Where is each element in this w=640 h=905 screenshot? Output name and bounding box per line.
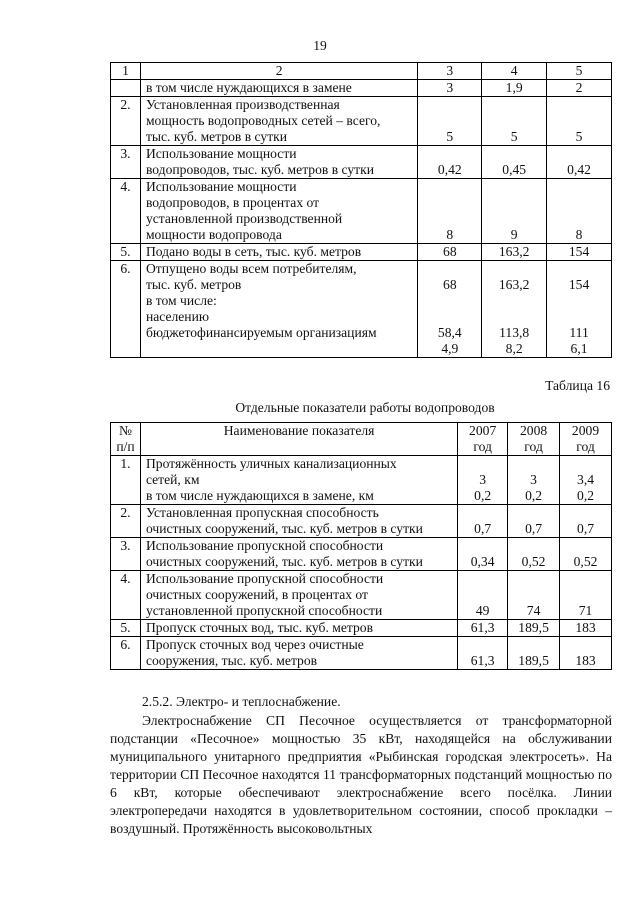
indicator-name-line: Использование пропускной способности	[145, 571, 384, 586]
header-line: год	[576, 439, 595, 454]
row-number-cell: 5.	[111, 620, 141, 637]
value-line: 0,7	[525, 521, 543, 536]
value-cell	[458, 505, 508, 538]
value-line: 189,5	[518, 653, 549, 668]
indicator-name-line: установленной пропускной способности	[145, 603, 383, 618]
value-line: 3	[530, 472, 537, 487]
value-line: 9	[510, 227, 518, 242]
indicator-name-line: Использование мощности	[145, 179, 297, 194]
value-cell	[458, 637, 508, 670]
indicator-name-line: водопроводов, тыс. куб. метров в сутки	[145, 162, 374, 177]
table-row	[111, 146, 612, 179]
indicator-name-line: Протяжённость уличных канализационных	[145, 456, 397, 471]
indicator-name-line: очистных сооружений, в процентах от	[145, 587, 368, 602]
indicator-name-line: установленной производственной	[145, 211, 343, 226]
row-number-cell	[111, 80, 141, 97]
indicator-name-line: сетей, км	[145, 472, 200, 487]
value-cell	[547, 80, 612, 97]
indicator-name-line: тыс. куб. метров	[145, 277, 242, 292]
indicator-name-cell	[140, 179, 417, 244]
table-row	[111, 456, 612, 505]
value-cell	[508, 456, 560, 505]
value-line: 0,7	[474, 521, 492, 536]
value-line: 5	[575, 129, 583, 144]
value-cell	[458, 571, 508, 620]
row-number-cell: 4.	[111, 179, 141, 244]
header-line: 2008	[519, 423, 548, 438]
header-line: п/п	[116, 439, 135, 454]
table-row	[111, 571, 612, 620]
table-row	[111, 179, 612, 244]
value-line	[421, 293, 478, 309]
value-line: 68	[443, 244, 457, 259]
indicator-name-line: Установленная пропускная способность	[145, 505, 379, 520]
header-line: год	[524, 439, 543, 454]
value-line: 189,5	[518, 620, 549, 635]
value-cell	[547, 146, 612, 179]
value-cell	[508, 538, 560, 571]
value-line: 5	[446, 129, 454, 144]
column-number-cell: 5	[547, 63, 612, 80]
value-line: 0,52	[573, 554, 598, 569]
indicator-name-line: в том числе нуждающихся в замене	[145, 80, 352, 95]
value-line: 154	[568, 277, 590, 292]
value-cell	[508, 637, 560, 670]
indicator-name-header: Наименование показателя	[140, 423, 457, 456]
value-cell	[547, 261, 612, 358]
indicator-name-line: Установленная производственная	[145, 97, 340, 112]
indicator-name-line: мощности водопровода	[145, 227, 282, 242]
value-cell	[482, 146, 547, 179]
value-line: 4,9	[441, 341, 459, 356]
row-number-cell: 2.	[111, 505, 141, 538]
column-number-cell: 4	[482, 63, 547, 80]
water-table-continued	[110, 62, 612, 358]
value-cell	[560, 620, 612, 637]
table-row	[111, 97, 612, 146]
value-line: 183	[575, 653, 596, 668]
row-number-cell: 6.	[111, 637, 141, 670]
value-cell	[418, 244, 482, 261]
value-line: 0,34	[470, 554, 495, 569]
row-number-cell: 6.	[111, 261, 141, 358]
row-number-cell: 1.	[111, 456, 141, 505]
value-line: 49	[475, 603, 490, 618]
value-cell	[508, 620, 560, 637]
year-header	[508, 423, 560, 456]
value-line: 2	[575, 80, 583, 95]
value-cell	[482, 244, 547, 261]
value-cell	[418, 179, 482, 244]
value-line: 1,9	[505, 80, 523, 95]
body-paragraph: Электроснабжение СП Песочное осуществляется от трансформаторной подстанции «Песочное» мощностью 35 кВт, находящейся на обслуживании муниципального унитарного предприятия «Рыбинская городская электросеть». На территории СП Песочное находятся 11 трансформаторных подстанций мощностью по 6 кВт, которые обеспечивают электроснабжение всего посёлка. Линии электропередачи находятся в удовлетворительном состоянии, способ прокладки – воздушный. Протяжённость высоковольтных	[110, 713, 612, 836]
value-cell	[458, 538, 508, 571]
value-line: 74	[526, 603, 541, 618]
row-number-cell: 4.	[111, 571, 141, 620]
value-line: 0,2	[474, 488, 492, 503]
table-row	[111, 80, 612, 97]
value-cell	[418, 80, 482, 97]
value-cell	[418, 97, 482, 146]
indicator-name-cell	[140, 505, 457, 538]
table-title: Отдельные показатели работы водопроводов	[235, 400, 495, 415]
value-line: 163,2	[498, 277, 530, 292]
indicator-name-line: Подано воды в сеть, тыс. куб. метров	[145, 244, 362, 259]
row-number-header	[111, 423, 141, 456]
value-line: 0,42	[567, 162, 591, 177]
indicator-name-line: в том числе нуждающихся в замене, км	[145, 488, 374, 503]
indicator-name-cell	[140, 146, 417, 179]
value-cell	[508, 571, 560, 620]
column-number-cell: 3	[418, 63, 482, 80]
indicator-name-line: сооружения, тыс. куб. метров	[145, 653, 318, 668]
value-line: 154	[568, 244, 590, 259]
value-cell	[418, 146, 482, 179]
section-heading: 2.5.2. Электро- и теплоснабжение.	[142, 694, 341, 709]
row-number-cell: 5.	[111, 244, 141, 261]
year-header	[458, 423, 508, 456]
value-line: 0,42	[437, 162, 462, 177]
indicator-name-line: Пропуск сточных вод, тыс. куб. метров	[145, 620, 373, 635]
value-line: 6,1	[570, 341, 588, 356]
value-cell	[418, 261, 482, 358]
value-line: 61,3	[470, 653, 495, 668]
indicator-name-line: тыс. куб. метров в сутки	[145, 129, 288, 144]
value-line: 8	[575, 227, 583, 242]
value-line: 0,2	[525, 488, 543, 503]
year-header	[560, 423, 612, 456]
indicator-name-cell	[140, 80, 417, 97]
value-line: 8,2	[505, 341, 523, 356]
sewage-table	[110, 422, 612, 670]
row-number-cell: 3.	[111, 538, 141, 571]
indicator-name-line: водопроводов, в процентах от	[145, 195, 320, 210]
value-cell	[560, 538, 612, 571]
value-line	[421, 309, 478, 325]
value-line	[550, 309, 608, 325]
value-line: 68	[443, 277, 457, 292]
indicator-name-line: Использование пропускной способности	[145, 538, 384, 553]
value-line: 61,3	[470, 620, 495, 635]
value-cell	[482, 179, 547, 244]
value-cell	[560, 456, 612, 505]
header-line: год	[473, 439, 492, 454]
value-line	[421, 261, 478, 277]
value-line: 71	[578, 603, 593, 618]
value-line	[485, 261, 543, 277]
value-line: 3,4	[577, 472, 595, 487]
indicator-name-cell	[140, 620, 457, 637]
indicator-name-line: очистных сооружений, тыс. куб. метров в сутки	[145, 554, 423, 569]
table-row	[111, 620, 612, 637]
indicator-name-cell	[140, 97, 417, 146]
value-line: 3	[446, 80, 454, 95]
indicator-name-cell	[140, 538, 457, 571]
value-line: 5	[510, 129, 518, 144]
table-row	[111, 538, 612, 571]
value-line: 113,8	[499, 325, 530, 340]
header-line: 2009	[571, 423, 600, 438]
indicator-name-line: населению	[145, 309, 210, 324]
value-line: 0,52	[521, 554, 546, 569]
value-cell	[508, 505, 560, 538]
indicator-name-line: Пропуск сточных вод через очистные	[145, 637, 364, 652]
indicator-name-line: очистных сооружений, тыс. куб. метров в сутки	[145, 521, 423, 536]
value-line: 58,4	[437, 325, 462, 340]
value-cell	[547, 97, 612, 146]
indicator-name-line: Отпущено воды всем потребителям,	[145, 261, 357, 276]
table-row	[111, 637, 612, 670]
row-number-cell: 2.	[111, 97, 141, 146]
value-line: 0,45	[502, 162, 527, 177]
table-header-row	[111, 423, 612, 456]
value-cell	[547, 179, 612, 244]
value-cell	[482, 97, 547, 146]
column-number-cell: 2	[140, 63, 417, 80]
row-number-cell: 3.	[111, 146, 141, 179]
value-line: 163,2	[498, 244, 530, 259]
value-cell	[482, 261, 547, 358]
value-line: 8	[446, 227, 454, 242]
value-cell	[547, 244, 612, 261]
indicator-name-cell	[140, 456, 457, 505]
indicator-name-cell	[140, 244, 417, 261]
table-header-row	[111, 63, 612, 80]
value-cell	[560, 571, 612, 620]
value-line: 0,7	[577, 521, 595, 536]
page-number: 19	[313, 38, 327, 53]
value-line	[485, 293, 543, 309]
value-cell	[560, 637, 612, 670]
indicator-name-line: в том числе:	[145, 293, 217, 308]
indicator-name-line: мощность водопроводных сетей – всего,	[145, 113, 381, 128]
indicator-name-line: Использование мощности	[145, 146, 297, 161]
value-cell	[482, 80, 547, 97]
table-row	[111, 244, 612, 261]
value-cell	[458, 456, 508, 505]
indicator-name-cell	[140, 261, 417, 358]
table-row	[111, 261, 612, 358]
indicator-name-cell	[140, 571, 457, 620]
value-line: 0,2	[577, 488, 595, 503]
value-line: 111	[569, 325, 589, 340]
table-number: Таблица 16	[545, 378, 610, 393]
value-line	[550, 293, 608, 309]
table-row	[111, 505, 612, 538]
column-number-cell: 1	[111, 63, 141, 80]
value-line	[550, 261, 608, 277]
value-line	[485, 309, 543, 325]
value-cell	[458, 620, 508, 637]
value-line: 183	[575, 620, 596, 635]
value-line: 3	[479, 472, 487, 487]
indicator-name-cell	[140, 637, 457, 670]
value-cell	[560, 505, 612, 538]
header-line: №	[118, 423, 132, 438]
header-line: 2007	[469, 423, 497, 438]
indicator-name-line: бюджетофинансируемым организациям	[145, 325, 377, 340]
